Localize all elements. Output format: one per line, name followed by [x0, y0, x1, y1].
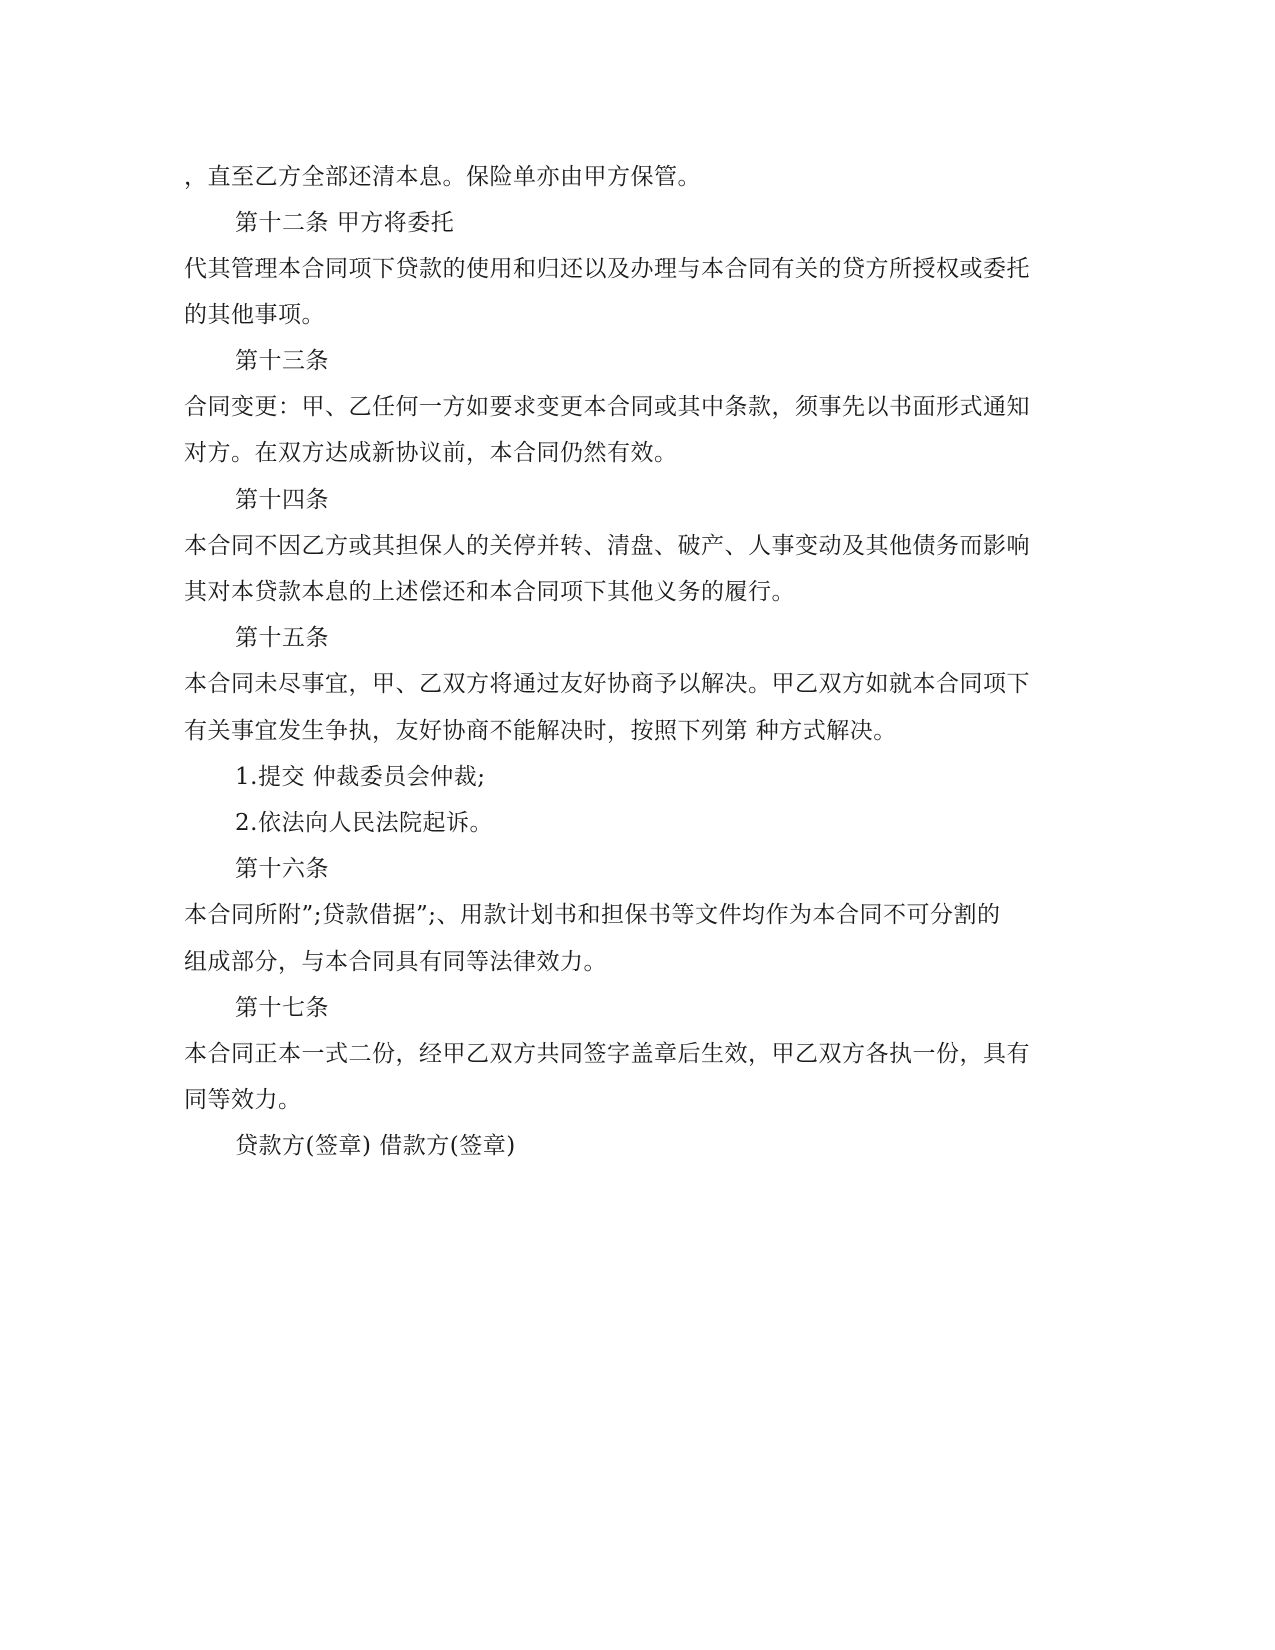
text-line: 对方。在双方达成新协议前，本合同仍然有效。 [184, 440, 678, 466]
article-15-heading: 第十五条 [235, 625, 329, 651]
text-line: 有关事宜发生争执，友好协商不能解决时，按照下列第 种方式解决。 [184, 718, 897, 744]
text-line: 其对本贷款本息的上述偿还和本合同项下其他义务的履行。 [184, 579, 795, 605]
signature-line: 贷款方(签章) 借款方(签章) [235, 1133, 516, 1159]
text-line: 同等效力。 [184, 1087, 302, 1113]
text-line: 本合同正本一式二份，经甲乙双方共同签字盖章后生效，甲乙双方各执一份，具有 [184, 1041, 1030, 1067]
list-item: 2.依法向人民法院起诉。 [235, 810, 493, 836]
article-13-heading: 第十三条 [235, 348, 329, 374]
article-12-heading: 第十二条 甲方将委托 [235, 210, 455, 236]
text-line: 合同变更：甲、乙任何一方如要求变更本合同或其中条款，须事先以书面形式通知 [184, 394, 1030, 420]
article-17-heading: 第十七条 [235, 995, 329, 1021]
text-line: 本合同所附”;贷款借据”;、用款计划书和担保书等文件均作为本合同不可分割的 [184, 902, 1001, 928]
text-line: 代其管理本合同项下贷款的使用和归还以及办理与本合同有关的贷方所授权或委托 [184, 256, 1030, 282]
text-line: 组成部分，与本合同具有同等法律效力。 [184, 949, 607, 975]
article-16-heading: 第十六条 [235, 856, 329, 882]
text-line: 本合同未尽事宜，甲、乙双方将通过友好协商予以解决。甲乙双方如就本合同项下 [184, 671, 1030, 697]
list-item: 1.提交 仲裁委员会仲裁; [235, 764, 486, 790]
article-14-heading: 第十四条 [235, 487, 329, 513]
text-line: 本合同不因乙方或其担保人的关停并转、清盘、破产、人事变动及其他债务而影响 [184, 533, 1030, 559]
text-line: ，直至乙方全部还清本息。保险单亦由甲方保管。 [184, 164, 701, 190]
text-line: 的其他事项。 [184, 302, 325, 328]
